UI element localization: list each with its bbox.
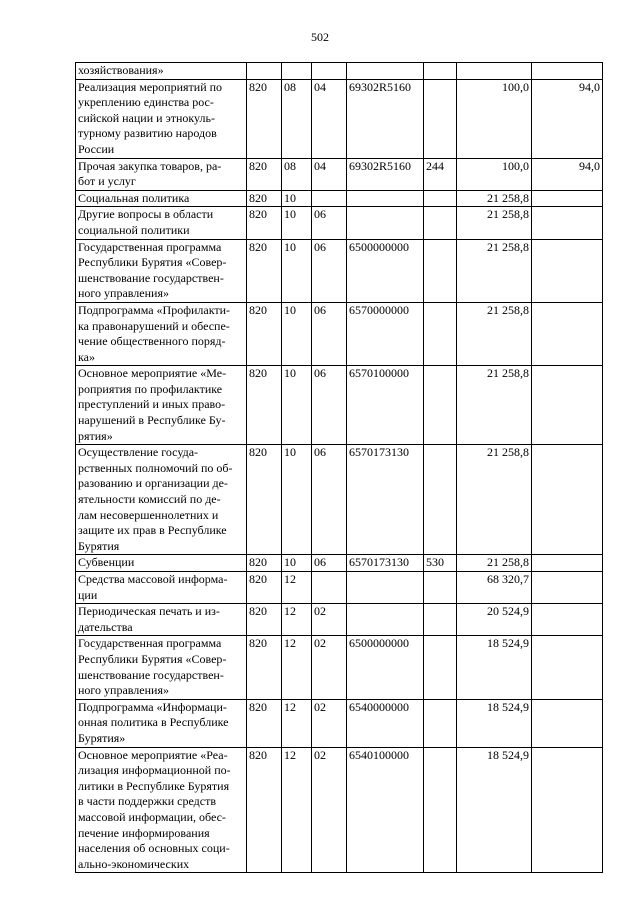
table-row [76,555,603,572]
row-rz: 10 [282,190,312,207]
table-row [76,190,603,207]
row-sum-1: 18 524,9 [457,747,532,873]
row-rz: 12 [282,747,312,873]
row-sum-1: 18 524,9 [457,699,532,747]
page-number: 502 [311,30,329,44]
row-rz: 10 [282,555,312,572]
row-sum-1: 21 258,8 [457,366,532,445]
row-pr [312,63,347,80]
row-rz: 12 [282,699,312,747]
row-sum-1: 21 258,8 [457,302,532,365]
row-ved: 820 [247,572,282,604]
budget-table-body [76,63,603,873]
table-row [76,636,603,699]
row-name: хозяйствования» [76,63,247,80]
table-row [76,572,603,604]
row-ved: 820 [247,555,282,572]
row-vr [424,445,457,555]
table-row [76,604,603,636]
row-vr [424,572,457,604]
row-ved: 820 [247,207,282,239]
row-name: Субвенции [76,555,247,572]
row-sum-2 [532,636,603,699]
table-row [76,445,603,555]
row-name: Подпрограмма «Информаци- онная политика в Республике Бурятия» [76,699,247,747]
table-row [76,747,603,873]
row-ved: 820 [247,158,282,190]
row-sum-1: 18 524,9 [457,636,532,699]
row-sum-1: 21 258,8 [457,555,532,572]
row-sum-1: 21 258,8 [457,445,532,555]
row-ved: 820 [247,302,282,365]
row-rz: 10 [282,207,312,239]
row-name: Государственная программа Республики Бурятия «Совер- шенствование государствен- ного управления» [76,239,247,302]
row-vr [424,302,457,365]
row-sum-2 [532,699,603,747]
row-pr: 02 [312,636,347,699]
row-pr [312,190,347,207]
row-sum-1: 100,0 [457,79,532,158]
row-ved: 820 [247,699,282,747]
row-pr: 06 [312,239,347,302]
row-csr: 6570000000 [347,302,424,365]
row-csr [347,604,424,636]
row-ved: 820 [247,79,282,158]
row-sum-2 [532,63,603,80]
row-sum-2 [532,747,603,873]
row-vr [424,366,457,445]
table-row [76,239,603,302]
row-sum-1: 100,0 [457,158,532,190]
row-vr [424,63,457,80]
row-ved [247,63,282,80]
row-sum-2 [532,445,603,555]
row-csr: 6500000000 [347,239,424,302]
row-sum-2: 94,0 [532,79,603,158]
row-pr: 02 [312,747,347,873]
row-sum-1 [457,63,532,80]
row-sum-2 [532,366,603,445]
row-rz: 08 [282,79,312,158]
row-csr: 69302R5160 [347,158,424,190]
row-pr: 06 [312,366,347,445]
row-vr [424,604,457,636]
row-csr: 6540000000 [347,699,424,747]
row-name: Осуществление госуда- рственных полномочий по об- разованию и организации де- ятельности комиссий по де- лам несовершеннолетних и защите их прав в Республике Бурятия [76,445,247,555]
row-csr [347,63,424,80]
row-name: Основное мероприятие «Ме- роприятия по профилактике преступлений и иных право- нарушений в Республике Бу- рятия» [76,366,247,445]
row-rz: 10 [282,445,312,555]
row-pr: 04 [312,158,347,190]
row-name: Другие вопросы в области социальной политики [76,207,247,239]
row-sum-2 [532,190,603,207]
row-pr: 02 [312,604,347,636]
row-vr [424,207,457,239]
row-csr [347,190,424,207]
row-sum-1: 21 258,8 [457,239,532,302]
row-rz: 12 [282,572,312,604]
row-sum-2 [532,239,603,302]
row-sum-2 [532,604,603,636]
row-pr: 06 [312,445,347,555]
row-csr [347,572,424,604]
row-csr: 6570173130 [347,555,424,572]
row-sum-2 [532,302,603,365]
row-sum-2: 94,0 [532,158,603,190]
row-vr [424,747,457,873]
row-pr: 06 [312,207,347,239]
row-vr: 244 [424,158,457,190]
row-rz: 10 [282,366,312,445]
row-name: Периодическая печать и из- дательства [76,604,247,636]
row-name: Прочая закупка товаров, ра- бот и услуг [76,158,247,190]
row-pr: 02 [312,699,347,747]
row-rz: 10 [282,302,312,365]
row-vr [424,239,457,302]
row-ved: 820 [247,636,282,699]
row-csr: 6500000000 [347,636,424,699]
row-vr [424,636,457,699]
row-csr [347,207,424,239]
row-vr [424,699,457,747]
row-ved: 820 [247,366,282,445]
row-name: Социальная политика [76,190,247,207]
row-ved: 820 [247,604,282,636]
row-sum-2 [532,207,603,239]
budget-table [75,62,603,873]
table-row [76,79,603,158]
row-pr [312,572,347,604]
table-row [76,207,603,239]
row-name: Средства массовой информа- ции [76,572,247,604]
row-ved: 820 [247,445,282,555]
row-vr: 530 [424,555,457,572]
row-vr [424,190,457,207]
row-rz: 10 [282,239,312,302]
row-sum-1: 21 258,8 [457,207,532,239]
row-ved: 820 [247,747,282,873]
row-name: Подпрограмма «Профилакти- ка правонарушений и обеспе- чение общественного поряд- ка» [76,302,247,365]
row-rz: 08 [282,158,312,190]
table-row [76,158,603,190]
row-csr: 6570173130 [347,445,424,555]
row-rz: 12 [282,636,312,699]
table-row [76,366,603,445]
row-sum-1: 68 320,7 [457,572,532,604]
row-pr: 04 [312,79,347,158]
row-pr: 06 [312,302,347,365]
table-row [76,63,603,80]
row-csr: 6570100000 [347,366,424,445]
row-ved: 820 [247,190,282,207]
row-csr: 6540100000 [347,747,424,873]
row-csr: 69302R5160 [347,79,424,158]
row-name: Реализация мероприятий по укреплению единства рос- сийской нации и этнокуль- турному развитию народов России [76,79,247,158]
row-rz: 12 [282,604,312,636]
row-sum-2 [532,572,603,604]
row-name: Государственная программа Республики Бурятия «Совер- шенствование государствен- ного управления» [76,636,247,699]
row-ved: 820 [247,239,282,302]
row-pr: 06 [312,555,347,572]
table-row [76,302,603,365]
row-vr [424,79,457,158]
row-sum-1: 21 258,8 [457,190,532,207]
row-rz [282,63,312,80]
row-sum-1: 20 524,9 [457,604,532,636]
table-row [76,699,603,747]
row-name: Основное мероприятие «Реа- лизация информационной по- литики в Республике Бурятия в части поддержки средств массовой информации, обес- печение информирования населения об основных соци- ально-экономических [76,747,247,873]
row-sum-2 [532,555,603,572]
